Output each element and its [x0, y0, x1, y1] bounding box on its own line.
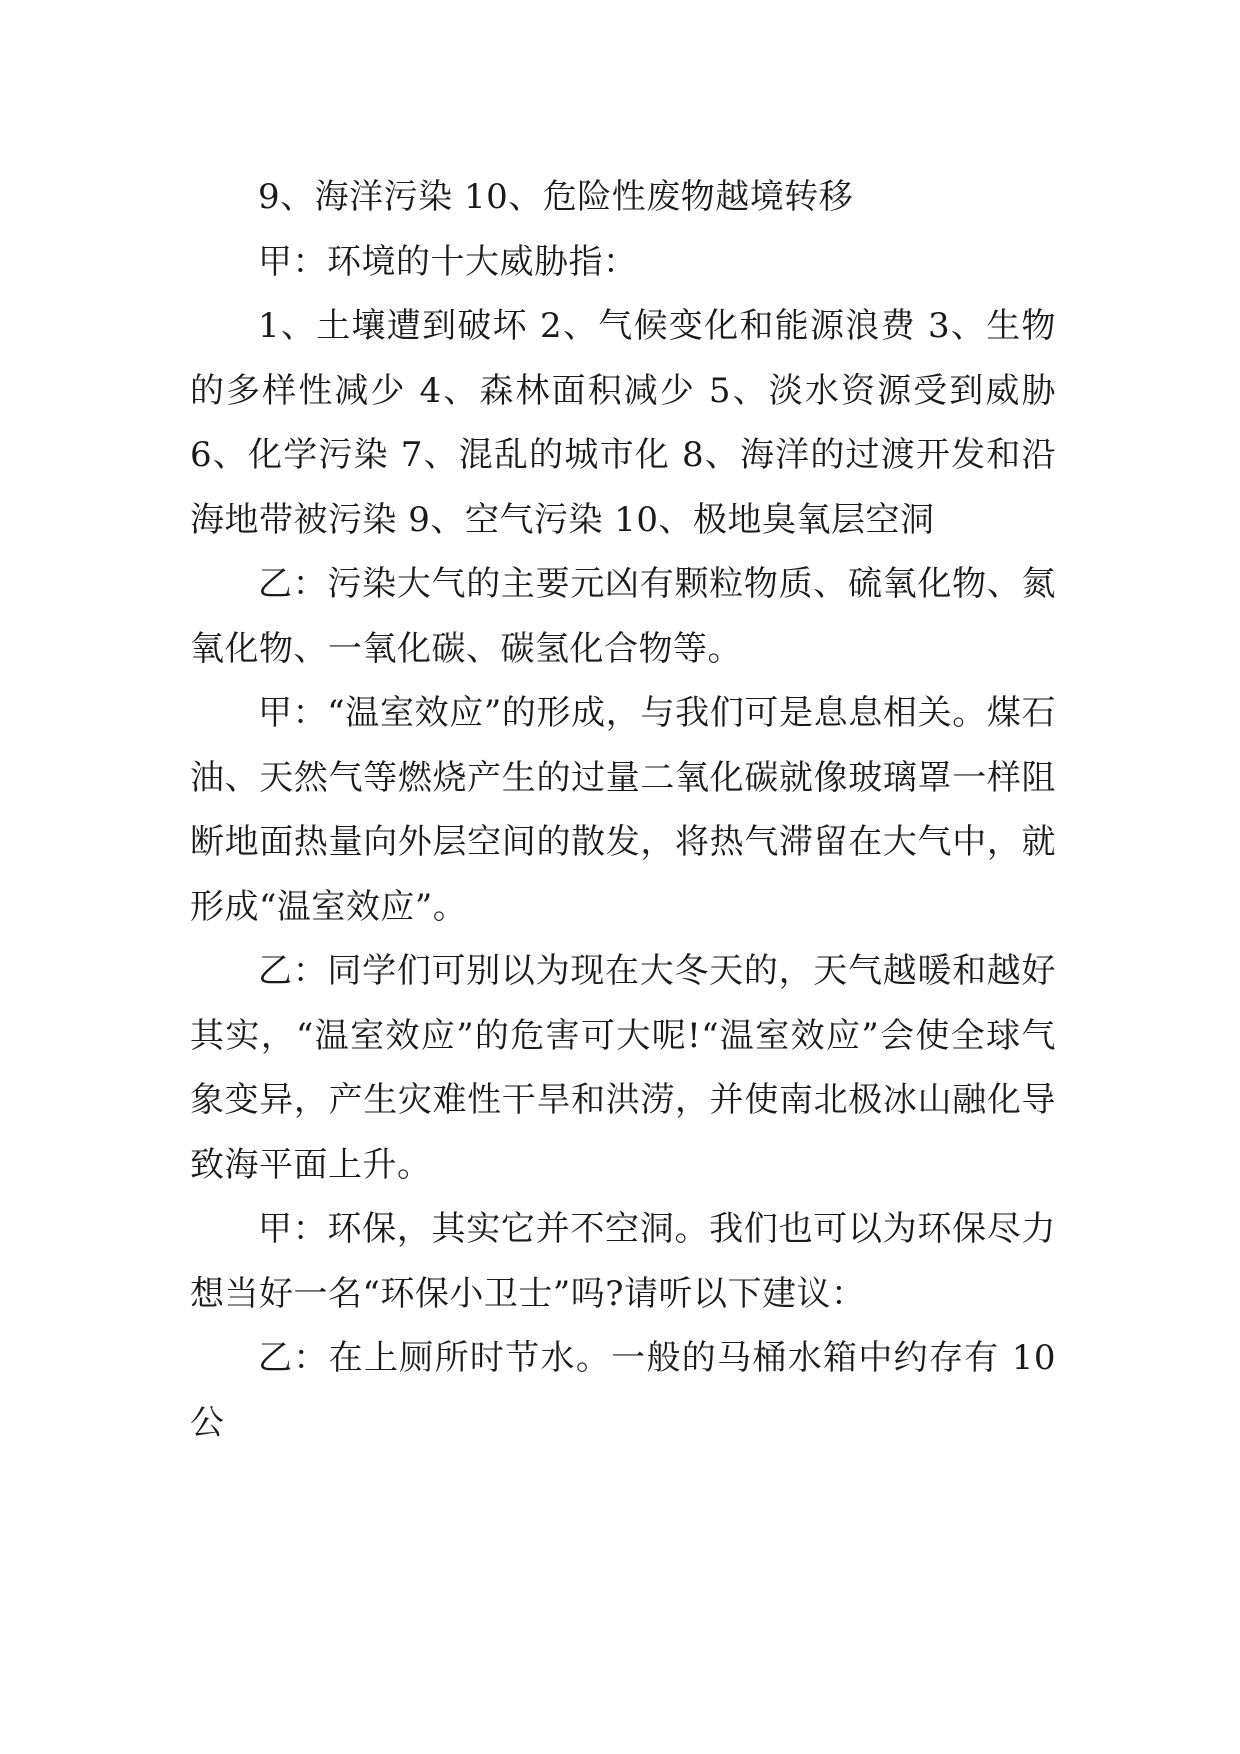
paragraph-5: 甲：“温室效应”的形成，与我们可是息息相关。煤石油、天然气等燃烧产生的过量二氧化碳就像玻璃罩一样阻断地面热量向外层空间的散发，将热气滞留在大气中，就形成“温室效应”。 — [190, 693, 1056, 927]
paragraph-6: 乙：同学们可别以为现在大冬天的，天气越暖和越好其实，“温室效应”的危害可大呢!“温室效应”会使全球气象变异，产生灾难性干旱和洪涝，并使南北极冰山融化导致海平面上升。 — [190, 951, 1056, 1185]
paragraph-7: 甲：环保，其实它并不空洞。我们也可以为环保尽力想当好一名“环保小卫士”吗?请听以下建议： — [190, 1209, 1056, 1314]
paragraph-4: 乙：污染大气的主要元凶有颗粒物质、硫氧化物、氮氧化物、一氧化碳、碳氢化合物等。 — [190, 564, 1056, 669]
paragraph-2: 甲：环境的十大威胁指： — [258, 241, 638, 282]
paragraph-8: 乙：在上厕所时节水。一般的马桶水箱中约存有 10 公 — [190, 1338, 1056, 1443]
document-body — [190, 165, 1056, 1455]
paragraph-3: 1、土壤遭到破坏 2、气候变化和能源浪费 3、生物的多样性减少 4、森林面积减少 5、淡水资源受到威胁 6、化学污染 7、混乱的城市化 8、海洋的过渡开发和沿海地带被污染 9、空气污染 10、极地臭氧层空洞 — [190, 306, 1056, 540]
paragraph-1: 9、海洋污染 10、危险性废物越境转移 — [258, 177, 854, 217]
